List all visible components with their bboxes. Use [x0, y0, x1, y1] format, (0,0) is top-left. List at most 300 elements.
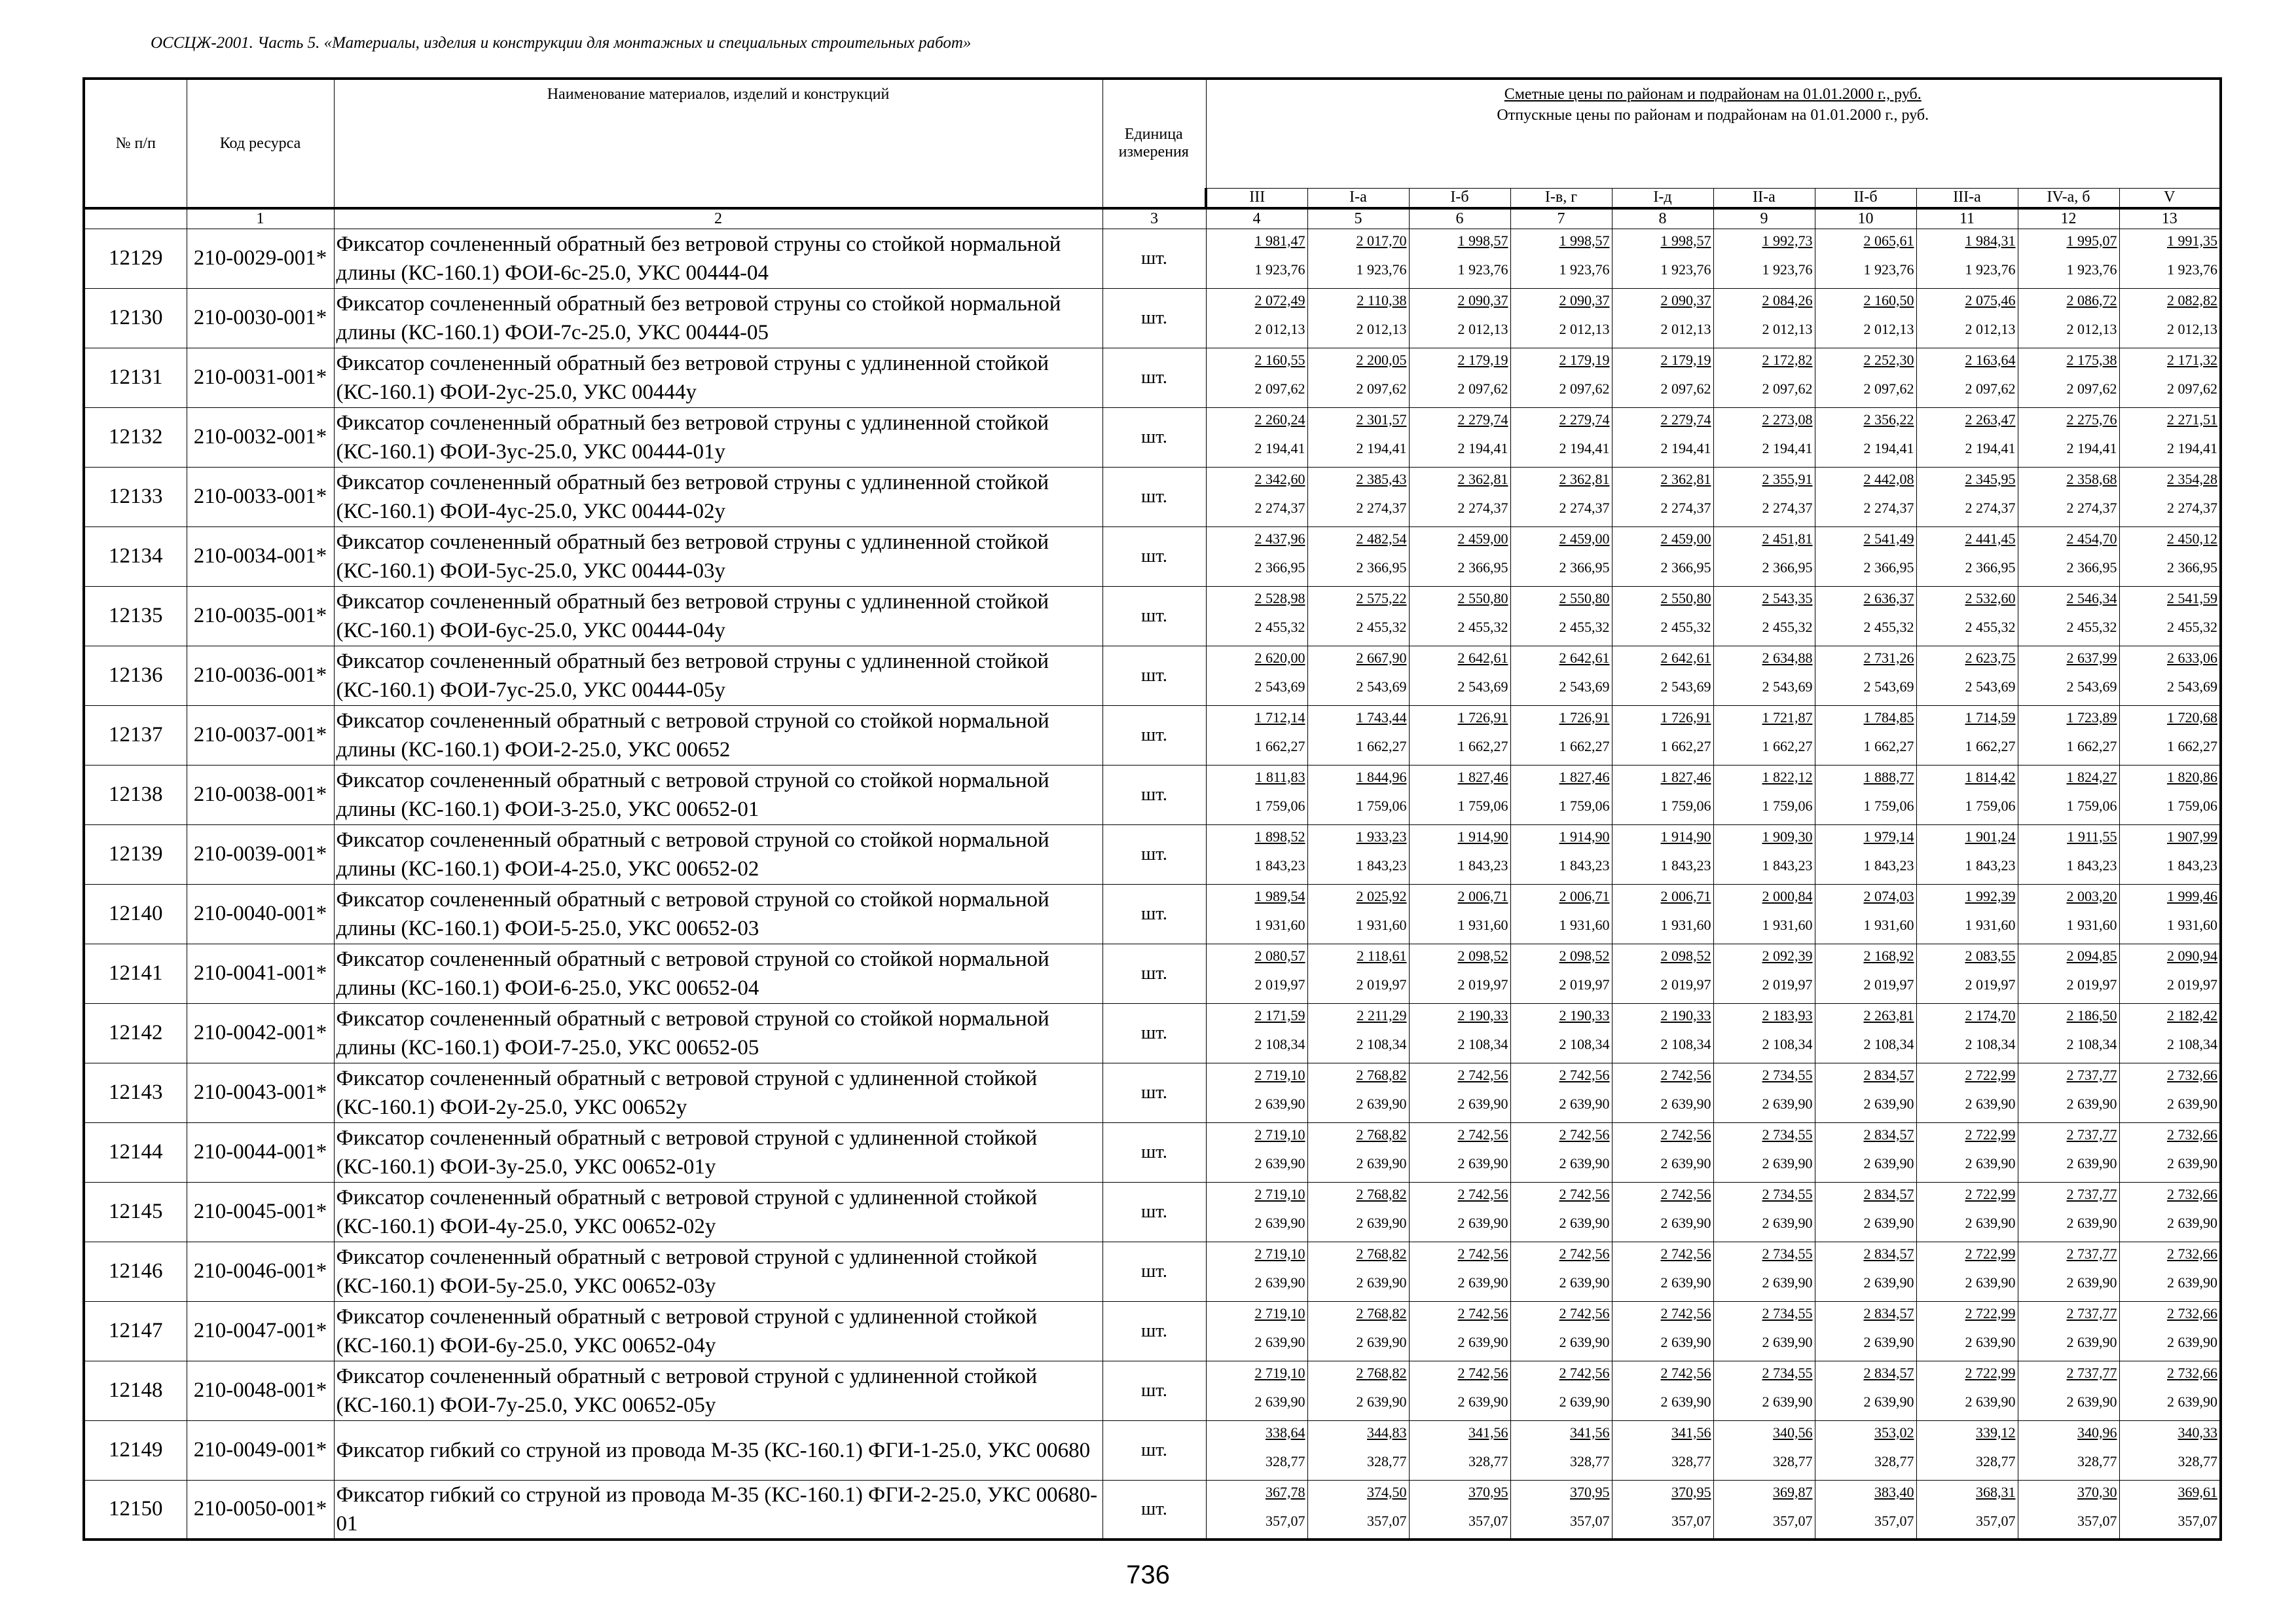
- selling-price: 357,07: [1874, 1512, 1914, 1529]
- estimate-price: 2 634,88: [1762, 649, 1813, 666]
- price-cell: [1916, 944, 2018, 1003]
- region-header: V: [2119, 188, 2221, 208]
- price-cell: [2018, 1003, 2119, 1063]
- row-number: 12150: [84, 1480, 187, 1540]
- estimate-price: 2 732,66: [2167, 1066, 2217, 1083]
- selling-price: 2 366,95: [1965, 559, 2016, 576]
- resource-code: 210-0037-001*: [187, 705, 334, 765]
- estimate-price: 2 080,57: [1254, 947, 1305, 964]
- selling-price: 2 366,95: [1356, 559, 1407, 576]
- row-number: 12137: [84, 705, 187, 765]
- selling-price: 328,77: [1773, 1452, 1813, 1469]
- price-cell: [1815, 1063, 1916, 1122]
- estimate-price: 2 734,55: [1762, 1066, 1813, 1083]
- selling-price: 2 097,62: [1762, 380, 1813, 397]
- column-number: 11: [1916, 208, 2018, 229]
- estimate-price: 1 914,90: [1559, 828, 1610, 845]
- price-cell: [1612, 1063, 1713, 1122]
- price-cell: [2018, 348, 2119, 407]
- price-cell: [1510, 1003, 1612, 1063]
- estimate-price: 2 834,57: [1863, 1245, 1914, 1262]
- price-cell: [1713, 884, 1815, 944]
- estimate-price: 2 301,57: [1356, 411, 1407, 428]
- estimate-price: 1 726,91: [1660, 709, 1711, 726]
- estimate-price: 1 726,91: [1559, 709, 1610, 726]
- material-name: Фиксатор сочлененный обратный без ветровой струны со стойкой нормальной длины (КС-160.1) ФОИ-6с-25.0, УКС 00444-04: [334, 229, 1102, 288]
- estimate-prices-title: Сметные цены по районам и подрайонам на 01.01.2000 г., руб.: [1504, 86, 1922, 103]
- selling-price: 2 274,37: [1356, 499, 1407, 516]
- price-cell: [1815, 884, 1916, 944]
- estimate-price: 368,31: [1976, 1483, 2016, 1500]
- price-cell: [1206, 288, 1307, 348]
- estimate-price: 2 279,74: [1457, 411, 1508, 428]
- selling-price: 2 012,13: [2167, 320, 2217, 337]
- estimate-price: 2 385,43: [1356, 470, 1407, 487]
- material-name: Фиксатор сочлененный обратный без ветровой струны с удлиненной стойкой (КС-160.1) ФОИ-3ус-25.0, УКС 00444-01у: [334, 407, 1102, 467]
- price-cell: [2018, 526, 2119, 586]
- estimate-price: 2 768,82: [1356, 1245, 1407, 1262]
- selling-price: 2 639,90: [2066, 1274, 2117, 1291]
- price-cell: [1916, 526, 2018, 586]
- row-number: 12130: [84, 288, 187, 348]
- selling-price: 328,77: [1266, 1452, 1305, 1469]
- estimate-price: 2 072,49: [1254, 291, 1305, 308]
- estimate-price: 2 742,56: [1559, 1066, 1610, 1083]
- selling-price: 328,77: [1976, 1452, 2016, 1469]
- row-number: 12143: [84, 1063, 187, 1122]
- selling-price: 2 639,90: [1762, 1333, 1813, 1350]
- estimate-price: 2 098,52: [1457, 947, 1508, 964]
- selling-price: 1 931,60: [1457, 916, 1508, 933]
- selling-price: 2 012,13: [1863, 320, 1914, 337]
- row-number: 12135: [84, 586, 187, 646]
- selling-price: 1 931,60: [2167, 916, 2217, 933]
- unit-of-measure: шт.: [1102, 586, 1206, 646]
- selling-price: 2 639,90: [2167, 1274, 2217, 1291]
- table-row: [84, 1301, 2221, 1361]
- estimate-price: 2 633,06: [2167, 649, 2217, 666]
- price-cell: [1510, 1242, 1612, 1301]
- selling-price: 2 274,37: [2066, 499, 2117, 516]
- selling-price: 2 543,69: [1457, 678, 1508, 695]
- selling-price: 2 639,90: [1559, 1214, 1610, 1231]
- estimate-price: 2 263,47: [1965, 411, 2016, 428]
- table-row: [84, 765, 2221, 824]
- selling-price: 2 639,90: [1254, 1214, 1305, 1231]
- estimate-price: 1 998,57: [1559, 232, 1610, 249]
- selling-price: 1 759,06: [1762, 797, 1813, 814]
- price-cell: [1206, 884, 1307, 944]
- price-cell: [1307, 646, 1409, 705]
- price-cell: [2018, 824, 2119, 884]
- selling-price: 2 455,32: [1457, 618, 1508, 635]
- table-row: [84, 586, 2221, 646]
- price-cell: [1713, 944, 1815, 1003]
- price-cell: [1916, 884, 2018, 944]
- estimate-price: 2 768,82: [1356, 1126, 1407, 1143]
- selling-price: 1 931,60: [1660, 916, 1711, 933]
- selling-price: 2 639,90: [1559, 1095, 1610, 1112]
- price-cell: [1510, 944, 1612, 1003]
- estimate-price: 2 642,61: [1559, 649, 1610, 666]
- estimate-price: 2 742,56: [1559, 1126, 1610, 1143]
- price-cell: [1307, 1122, 1409, 1182]
- selling-price: 2 639,90: [1356, 1095, 1407, 1112]
- price-cell: [2018, 1480, 2119, 1540]
- price-cell: [1206, 526, 1307, 586]
- selling-price: 2 639,90: [2066, 1393, 2117, 1410]
- estimate-price: 2 094,85: [2066, 947, 2117, 964]
- price-cell: [1206, 407, 1307, 467]
- estimate-price: 2 450,12: [2167, 530, 2217, 547]
- unit-of-measure: шт.: [1102, 1361, 1206, 1420]
- selling-price: 2 639,90: [1457, 1393, 1508, 1410]
- selling-price: 2 108,34: [1559, 1035, 1610, 1052]
- estimate-price: 2 737,77: [2066, 1126, 2117, 1143]
- price-cell: [1916, 586, 2018, 646]
- selling-price: 2 366,95: [1559, 559, 1610, 576]
- col-header-unit: Единица измерения: [1102, 79, 1206, 208]
- selling-price: 2 639,90: [1965, 1274, 2016, 1291]
- column-number: 10: [1815, 208, 1916, 229]
- selling-price: 2 639,90: [1762, 1095, 1813, 1112]
- price-cell: [2119, 824, 2221, 884]
- estimate-price: 1 827,46: [1559, 768, 1610, 785]
- price-cell: [1409, 1122, 1510, 1182]
- price-cell: [1307, 1480, 1409, 1540]
- selling-price: 2 366,95: [1863, 559, 1914, 576]
- selling-price: 2 097,62: [1457, 380, 1508, 397]
- price-cell: [2018, 586, 2119, 646]
- price-cell: [1510, 1480, 1612, 1540]
- selling-price: 1 923,76: [1660, 261, 1711, 278]
- selling-price: 1 931,60: [1356, 916, 1407, 933]
- region-header: I-в, г: [1510, 188, 1612, 208]
- selling-price: 2 639,90: [1863, 1393, 1914, 1410]
- estimate-price: 2 620,00: [1254, 649, 1305, 666]
- estimate-price: 2 074,03: [1863, 887, 1914, 904]
- estimate-price: 2 090,37: [1457, 291, 1508, 308]
- selling-price: 2 097,62: [1254, 380, 1305, 397]
- table-row: [84, 467, 2221, 526]
- price-cell: [1815, 1301, 1916, 1361]
- estimate-price: 2 160,50: [1863, 291, 1914, 308]
- selling-price: 2 639,90: [2066, 1333, 2117, 1350]
- selling-price: 357,07: [1468, 1512, 1508, 1529]
- resource-code: 210-0046-001*: [187, 1242, 334, 1301]
- price-cell: [1713, 288, 1815, 348]
- selling-price: 2 108,34: [1965, 1035, 2016, 1052]
- estimate-price: 2 667,90: [1356, 649, 1407, 666]
- selling-price: 2 012,13: [1762, 320, 1813, 337]
- estimate-price: 2 636,37: [1863, 589, 1914, 606]
- selling-price: 328,77: [1570, 1452, 1610, 1469]
- selling-price: 2 639,90: [1559, 1274, 1610, 1291]
- price-cell: [1510, 229, 1612, 288]
- unit-of-measure: шт.: [1102, 407, 1206, 467]
- selling-price: 1 931,60: [2066, 916, 2117, 933]
- price-cell: [1713, 765, 1815, 824]
- page-number: 736: [1126, 1560, 1170, 1589]
- price-cell: [1307, 705, 1409, 765]
- selling-price: 2 639,90: [2167, 1095, 2217, 1112]
- column-number: 5: [1307, 208, 1409, 229]
- price-cell: [1916, 1182, 2018, 1242]
- estimate-price: 2 734,55: [1762, 1126, 1813, 1143]
- estimate-price: 1 933,23: [1356, 828, 1407, 845]
- estimate-price: 2 355,91: [1762, 470, 1813, 487]
- selling-price: 1 759,06: [1457, 797, 1508, 814]
- price-cell: [2119, 1242, 2221, 1301]
- price-cell: [1206, 229, 1307, 288]
- price-cell: [1307, 884, 1409, 944]
- estimate-price: 1 824,27: [2066, 768, 2117, 785]
- selling-price: 2 097,62: [2066, 380, 2117, 397]
- price-cell: [1206, 586, 1307, 646]
- resource-code: 210-0031-001*: [187, 348, 334, 407]
- resource-code: 210-0038-001*: [187, 765, 334, 824]
- estimate-price: 2 179,19: [1457, 351, 1508, 368]
- price-cell: [1815, 467, 1916, 526]
- estimate-price: 2 451,81: [1762, 530, 1813, 547]
- price-cell: [1916, 1122, 2018, 1182]
- estimate-price: 1 712,14: [1254, 709, 1305, 726]
- estimate-price: 2 732,66: [2167, 1304, 2217, 1321]
- price-cell: [1713, 824, 1815, 884]
- material-name: Фиксатор сочлененный обратный с ветровой струной со стойкой нормальной длины (КС-160.1) ФОИ-4-25.0, УКС 00652-02: [334, 824, 1102, 884]
- region-header: I-б: [1409, 188, 1510, 208]
- price-cell: [2018, 1063, 2119, 1122]
- price-cell: [2018, 229, 2119, 288]
- table-row: [84, 1063, 2221, 1122]
- estimate-price: 2 183,93: [1762, 1006, 1813, 1024]
- price-cell: [1409, 1063, 1510, 1122]
- estimate-price: 2 742,56: [1559, 1245, 1610, 1262]
- selling-price: 2 639,90: [1356, 1393, 1407, 1410]
- resource-code: 210-0032-001*: [187, 407, 334, 467]
- estimate-price: 2 454,70: [2066, 530, 2117, 547]
- row-number: 12132: [84, 407, 187, 467]
- estimate-price: 2 575,22: [1356, 589, 1407, 606]
- price-cell: [1409, 1182, 1510, 1242]
- material-name: Фиксатор сочлененный обратный без ветровой струны с удлиненной стойкой (КС-160.1) ФОИ-7ус-25.0, УКС 00444-05у: [334, 646, 1102, 705]
- selling-price: 1 843,23: [1559, 857, 1610, 874]
- price-cell: [2119, 705, 2221, 765]
- selling-price: 1 662,27: [1254, 737, 1305, 754]
- estimate-price: 2 171,59: [1254, 1006, 1305, 1024]
- estimate-price: 341,56: [1671, 1424, 1711, 1441]
- estimate-price: 2 737,77: [2066, 1185, 2117, 1202]
- selling-price: 328,77: [1874, 1452, 1914, 1469]
- row-number: 12149: [84, 1420, 187, 1480]
- estimate-price: 2 737,77: [2066, 1245, 2117, 1262]
- estimate-price: 1 714,59: [1965, 709, 2016, 726]
- estimate-price: 339,12: [1976, 1424, 2016, 1441]
- estimate-price: 2 719,10: [1254, 1364, 1305, 1381]
- row-number: 12140: [84, 884, 187, 944]
- estimate-price: 2 742,56: [1660, 1364, 1711, 1381]
- column-number: 13: [2119, 208, 2221, 229]
- selling-price: 2 108,34: [1457, 1035, 1508, 1052]
- selling-price: 2 108,34: [1660, 1035, 1711, 1052]
- price-cell: [1612, 1480, 1713, 1540]
- price-cell: [1409, 229, 1510, 288]
- price-cell: [1713, 1420, 1815, 1480]
- price-cell: [1916, 229, 2018, 288]
- estimate-price: 340,96: [2077, 1424, 2117, 1441]
- price-cell: [2119, 1301, 2221, 1361]
- price-cell: [1713, 467, 1815, 526]
- table-row: [84, 1182, 2221, 1242]
- table-row: [84, 1480, 2221, 1540]
- material-name: Фиксатор гибкий со струной из провода М-35 (КС-160.1) ФГИ-1-25.0, УКС 00680: [334, 1420, 1102, 1480]
- estimate-price: 341,56: [1570, 1424, 1610, 1441]
- selling-price: 2 639,90: [1559, 1154, 1610, 1172]
- price-cell: [2119, 765, 2221, 824]
- selling-price: 2 108,34: [2167, 1035, 2217, 1052]
- price-cell: [1206, 467, 1307, 526]
- material-name: Фиксатор сочлененный обратный с ветровой струной со стойкой нормальной длины (КС-160.1) ФОИ-2-25.0, УКС 00652: [334, 705, 1102, 765]
- estimate-price: 2 737,77: [2066, 1304, 2117, 1321]
- price-cell: [1612, 1242, 1713, 1301]
- price-cell: [1307, 407, 1409, 467]
- estimate-price: 1 720,68: [2167, 709, 2217, 726]
- estimate-price: 2 263,81: [1863, 1006, 1914, 1024]
- table-row: [84, 348, 2221, 407]
- estimate-price: 2 345,95: [1965, 470, 2016, 487]
- estimate-price: 1 907,99: [2167, 828, 2217, 845]
- selling-price: 328,77: [1671, 1452, 1711, 1469]
- estimate-price: 2 768,82: [1356, 1304, 1407, 1321]
- selling-price: 357,07: [1671, 1512, 1711, 1529]
- selling-price: 2 639,90: [1457, 1214, 1508, 1231]
- estimate-price: 1 827,46: [1457, 768, 1508, 785]
- price-cell: [1815, 1242, 1916, 1301]
- row-number: 12138: [84, 765, 187, 824]
- price-cell: [1713, 526, 1815, 586]
- selling-price: 328,77: [2077, 1452, 2117, 1469]
- region-header: III: [1206, 188, 1307, 208]
- price-cell: [1510, 1122, 1612, 1182]
- selling-price: 2 639,90: [1660, 1274, 1711, 1291]
- price-cell: [1409, 1361, 1510, 1420]
- estimate-price: 2 171,32: [2167, 351, 2217, 368]
- estimate-price: 2 362,81: [1457, 470, 1508, 487]
- price-cell: [2119, 407, 2221, 467]
- estimate-price: 2 732,66: [2167, 1364, 2217, 1381]
- estimate-price: 2 175,38: [2066, 351, 2117, 368]
- selling-price: 2 455,32: [1356, 618, 1407, 635]
- selling-price: 2 194,41: [1457, 439, 1508, 456]
- selling-price: 2 019,97: [1965, 976, 2016, 993]
- selling-price: 2 097,62: [1965, 380, 2016, 397]
- selling-price: 2 639,90: [1660, 1214, 1711, 1231]
- estimate-price: 2 252,30: [1863, 351, 1914, 368]
- selling-price: 2 194,41: [2167, 439, 2217, 456]
- price-cell: [1409, 765, 1510, 824]
- price-cell: [1307, 229, 1409, 288]
- selling-price: 2 543,69: [1660, 678, 1711, 695]
- estimate-price: 2 098,52: [1660, 947, 1711, 964]
- table-row: [84, 1122, 2221, 1182]
- estimate-price: 2 437,96: [1254, 530, 1305, 547]
- row-number: 12142: [84, 1003, 187, 1063]
- selling-price: 2 366,95: [1762, 559, 1813, 576]
- price-cell: [1510, 1182, 1612, 1242]
- estimate-price: 1 914,90: [1660, 828, 1711, 845]
- unit-of-measure: шт.: [1102, 1420, 1206, 1480]
- price-cell: [2018, 765, 2119, 824]
- selling-price: 2 019,97: [1660, 976, 1711, 993]
- selling-price: 2 639,90: [1660, 1154, 1711, 1172]
- price-cell: [1510, 1361, 1612, 1420]
- price-cell: [1713, 1480, 1815, 1540]
- selling-price: 2 639,90: [1660, 1333, 1711, 1350]
- selling-price: 2 108,34: [1254, 1035, 1305, 1052]
- resource-code: 210-0041-001*: [187, 944, 334, 1003]
- price-cell: [1307, 288, 1409, 348]
- selling-price: 1 662,27: [1863, 737, 1914, 754]
- price-cell: [2119, 348, 2221, 407]
- price-cell: [1206, 646, 1307, 705]
- estimate-price: 2 719,10: [1254, 1245, 1305, 1262]
- estimate-price: 2 732,66: [2167, 1245, 2217, 1262]
- estimate-price: 1 726,91: [1457, 709, 1508, 726]
- estimate-price: 2 734,55: [1762, 1304, 1813, 1321]
- price-cell: [1510, 705, 1612, 765]
- estimate-price: 2 006,71: [1660, 887, 1711, 904]
- selling-price: 1 923,76: [1965, 261, 2016, 278]
- price-cell: [1206, 1122, 1307, 1182]
- row-number: 12134: [84, 526, 187, 586]
- estimate-price: 1 911,55: [2067, 828, 2117, 845]
- col-header-num: № п/п: [84, 79, 187, 208]
- price-cell: [2018, 1122, 2119, 1182]
- selling-price: 2 108,34: [1356, 1035, 1407, 1052]
- estimate-price: 2 528,98: [1254, 589, 1305, 606]
- price-cell: [2119, 586, 2221, 646]
- resource-code: 210-0030-001*: [187, 288, 334, 348]
- price-cell: [1307, 1063, 1409, 1122]
- selling-price: 357,07: [2178, 1512, 2217, 1529]
- unit-of-measure: шт.: [1102, 288, 1206, 348]
- estimate-price: 2 742,56: [1660, 1304, 1711, 1321]
- table-row: [84, 646, 2221, 705]
- estimate-price: 2 742,56: [1559, 1185, 1610, 1202]
- estimate-price: 1 989,54: [1254, 887, 1305, 904]
- price-cell: [1510, 348, 1612, 407]
- price-cell: [1206, 944, 1307, 1003]
- estimate-price: 2 722,99: [1965, 1185, 2016, 1202]
- estimate-price: 2 459,00: [1457, 530, 1508, 547]
- selling-price: 2 194,41: [1356, 439, 1407, 456]
- selling-price: 2 639,90: [1356, 1333, 1407, 1350]
- price-cell: [1206, 1063, 1307, 1122]
- price-cell: [1612, 944, 1713, 1003]
- selling-price: 2 639,90: [1660, 1095, 1711, 1112]
- estimate-price: 2 174,70: [1965, 1006, 2016, 1024]
- selling-price: 1 662,27: [1559, 737, 1610, 754]
- selling-price: 1 759,06: [1559, 797, 1610, 814]
- estimate-price: 1 784,85: [1863, 709, 1914, 726]
- price-cell: [1612, 407, 1713, 467]
- price-cell: [1612, 1003, 1713, 1063]
- selling-price: 2 019,97: [1254, 976, 1305, 993]
- region-header: I-а: [1307, 188, 1409, 208]
- estimate-price: 2 354,28: [2167, 470, 2217, 487]
- selling-price: 2 543,69: [2066, 678, 2117, 695]
- price-cell: [2119, 646, 2221, 705]
